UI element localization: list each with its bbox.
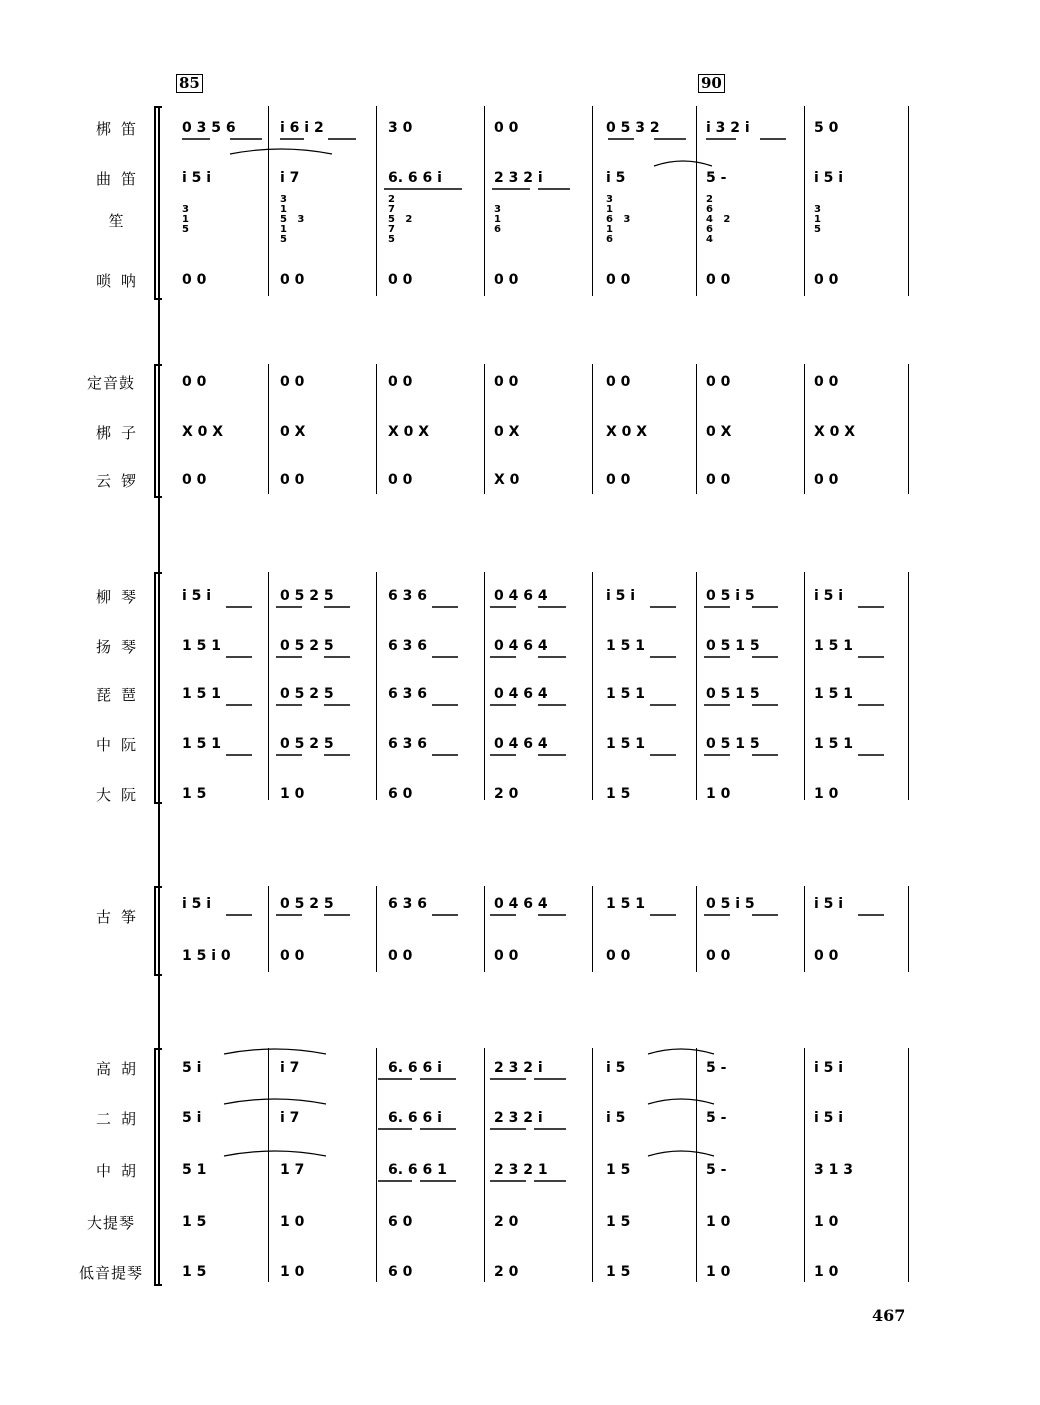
measure-cell: 6 3 6 [388, 588, 427, 604]
measure-cell: 0 0 [280, 374, 305, 390]
tie-arc [648, 1151, 714, 1156]
measure-cell: 3 0 [388, 120, 413, 136]
measure-cell: 0 0 [606, 272, 631, 288]
tie-arc [224, 1151, 326, 1156]
measure-cell: 0 0 [280, 272, 305, 288]
tie-arc [654, 161, 712, 166]
tie-arc [224, 1049, 326, 1054]
measure-cell: i 5 i [814, 170, 844, 186]
measure-cell-lower: 0 0 [280, 948, 305, 964]
measure-cell: 1 7 [280, 1162, 305, 1178]
measure-cell: 1 0 [814, 1214, 839, 1230]
measure-cell: X 0 X [182, 424, 224, 440]
measure-cell: 0 0 [706, 472, 731, 488]
measure-cell: 1 5 1 [606, 638, 645, 654]
measure-cell: 1 5 [182, 1214, 207, 1230]
measure-cell: 0 5 2 5 [280, 896, 334, 912]
measure-cell: 5 - [706, 170, 727, 186]
measure-cell: 3 1 5 3 1 5 [280, 194, 305, 245]
instrument-label: 高胡 [95, 1060, 146, 1078]
measure-cell: 6 3 6 [388, 638, 427, 654]
instrument-label: 扬琴 [95, 638, 146, 656]
tie-arc [230, 149, 332, 154]
measure-cell: 0 0 [606, 472, 631, 488]
measure-cell: 0 5 i 5 [706, 896, 755, 912]
measure-cell: i 5 i [814, 1060, 844, 1076]
measure-cell: 1 0 [706, 786, 731, 802]
measure-cell: 1 0 [814, 1264, 839, 1280]
measure-cell: 1 5 [606, 1214, 631, 1230]
measure-cell: 1 0 [280, 1214, 305, 1230]
measure-cell: 0 0 [182, 374, 207, 390]
measure-cell: i 5 [606, 1110, 626, 1126]
measure-cell: 3 1 6 3 1 6 [606, 194, 631, 245]
measure-cell: 6. 6 6 1 [388, 1162, 447, 1178]
measure-cell: X 0 [494, 472, 520, 488]
instrument-label: 低音提琴 [78, 1264, 143, 1282]
measure-cell: 0 0 [706, 374, 731, 390]
measure-cell: 2 0 [494, 786, 519, 802]
measure-cell: 0 5 2 5 [280, 686, 334, 702]
instrument-label: 梆子 [95, 424, 146, 442]
measure-cell: 1 5 1 [814, 736, 853, 752]
measure-cell: 1 5 1 [182, 686, 221, 702]
measure-cell: 0 0 [814, 272, 839, 288]
measure-cell: 0 5 1 5 [706, 736, 760, 752]
measure-cell: 0 0 [494, 374, 519, 390]
measure-cell: i 5 [606, 170, 626, 186]
measure-cell: 0 4 6 4 [494, 588, 548, 604]
measure-cell-lower: 1 5 i 0 [182, 948, 231, 964]
measure-cell: 1 0 [280, 1264, 305, 1280]
measure-cell: i 5 i [182, 896, 212, 912]
instrument-label: 大提琴 [86, 1214, 135, 1232]
instrument-label: 曲笛 [95, 170, 146, 188]
instrument-label: 定音鼓 [86, 374, 135, 392]
measure-cell: 0 5 2 5 [280, 736, 334, 752]
measure-cell: 3 1 3 [814, 1162, 853, 1178]
measure-cell: 0 3 5 6 [182, 120, 236, 136]
instrument-label: 大阮 [95, 786, 146, 804]
measure-cell: i 3 2 i [706, 120, 750, 136]
measure-cell: 3 1 5 [814, 204, 821, 235]
measure-cell: 0 5 i 5 [706, 588, 755, 604]
measure-cell: 1 0 [280, 786, 305, 802]
measure-cell: i 5 i [606, 588, 636, 604]
measure-cell: 1 5 1 [182, 638, 221, 654]
rehearsal-mark-90: 90 [698, 74, 725, 93]
measure-cell: 2 3 2 i [494, 1110, 543, 1126]
measure-cell: 0 0 [280, 472, 305, 488]
measure-cell: X 0 X [606, 424, 648, 440]
measure-cell: 1 5 1 [606, 686, 645, 702]
measure-cell: 5 i [182, 1110, 202, 1126]
measure-cell-lower: 0 0 [814, 948, 839, 964]
measure-cell: 2 3 2 1 [494, 1162, 548, 1178]
measure-cell: X 0 X [814, 424, 856, 440]
tie-arc [648, 1099, 714, 1104]
measure-cell: 5 0 [814, 120, 839, 136]
tie-arc [648, 1049, 714, 1054]
instrument-label: 琵琶 [95, 686, 146, 704]
measure-cell: 0 4 6 4 [494, 896, 548, 912]
measure-cell: 0 0 [706, 272, 731, 288]
measure-cell: 0 0 [494, 272, 519, 288]
measure-cell: 2 3 2 i [494, 1060, 543, 1076]
instrument-label: 柳琴 [95, 588, 146, 606]
measure-cell: 0 5 1 5 [706, 686, 760, 702]
measure-cell: 1 5 1 [814, 638, 853, 654]
measure-cell: i 6 i 2 [280, 120, 324, 136]
measure-cell: i 5 i [182, 588, 212, 604]
measure-cell: 0 5 3 2 [606, 120, 660, 136]
measure-cell: 5 - [706, 1060, 727, 1076]
measure-cell: 0 0 [814, 472, 839, 488]
measure-cell: 1 5 [606, 1162, 631, 1178]
measure-cell: X 0 X [388, 424, 430, 440]
measure-cell: 6 0 [388, 786, 413, 802]
measure-cell: 1 5 1 [606, 736, 645, 752]
measure-cell: 6 3 6 [388, 896, 427, 912]
measure-cell: 0 0 [182, 272, 207, 288]
measure-cell: 6 0 [388, 1264, 413, 1280]
measure-cell: 2 0 [494, 1264, 519, 1280]
instrument-label: 中阮 [95, 736, 146, 754]
measure-cell: 1 0 [706, 1214, 731, 1230]
measure-cell-lower: 0 0 [706, 948, 731, 964]
measure-cell: 1 0 [814, 786, 839, 802]
measure-cell: 1 5 1 [814, 686, 853, 702]
measure-cell: 0 0 [388, 374, 413, 390]
measure-cell: 5 i [182, 1060, 202, 1076]
measure-cell: 1 5 [182, 1264, 207, 1280]
measure-cell: 0 0 [814, 374, 839, 390]
measure-cell: i 7 [280, 1110, 300, 1126]
measure-cell: 6. 6 6 i [388, 170, 442, 186]
instrument-label: 云锣 [95, 472, 146, 490]
measure-cell: 2 6 4 2 6 4 [706, 194, 731, 245]
measure-cell: 1 0 [706, 1264, 731, 1280]
instrument-label: 笙 [108, 212, 134, 230]
instrument-label: 二胡 [95, 1110, 146, 1128]
measure-cell: 0 0 [494, 120, 519, 136]
measure-cell: i 7 [280, 170, 300, 186]
tie-arc [224, 1099, 326, 1104]
instrument-label: 古筝 [95, 908, 146, 926]
measure-cell: 0 0 [388, 272, 413, 288]
measure-cell: 0 4 6 4 [494, 736, 548, 752]
measure-cell: 1 5 [606, 786, 631, 802]
measure-cell: 6. 6 6 i [388, 1060, 442, 1076]
instrument-label: 唢呐 [95, 272, 146, 290]
measure-cell: 0 X [706, 424, 732, 440]
measure-cell: 2 3 2 i [494, 170, 543, 186]
measure-cell: 1 5 1 [182, 736, 221, 752]
measure-cell: 0 4 6 4 [494, 638, 548, 654]
page-number: 467 [872, 1306, 906, 1325]
measure-cell: 0 5 2 5 [280, 638, 334, 654]
measure-cell: 5 - [706, 1110, 727, 1126]
measure-cell: 2 0 [494, 1214, 519, 1230]
measure-cell: i 5 i [182, 170, 212, 186]
measure-cell: 0 X [280, 424, 306, 440]
measure-cell: 0 4 6 4 [494, 686, 548, 702]
measure-cell: 6 3 6 [388, 736, 427, 752]
measure-cell: 0 5 2 5 [280, 588, 334, 604]
measure-cell: i 5 i [814, 588, 844, 604]
measure-cell: 0 5 1 5 [706, 638, 760, 654]
measure-cell: 1 5 [606, 1264, 631, 1280]
measure-cell: 1 5 1 [606, 896, 645, 912]
measure-cell: 6 0 [388, 1214, 413, 1230]
measure-cell: i 5 [606, 1060, 626, 1076]
measure-cell: i 5 i [814, 1110, 844, 1126]
measure-cell: 0 X [494, 424, 520, 440]
measure-cell: i 5 i [814, 896, 844, 912]
measure-cell: 2 7 5 2 7 5 [388, 194, 413, 245]
measure-cell: 0 0 [388, 472, 413, 488]
measure-cell: 0 0 [182, 472, 207, 488]
measure-cell: i 7 [280, 1060, 300, 1076]
measure-cell: 6 3 6 [388, 686, 427, 702]
measure-cell: 5 1 [182, 1162, 207, 1178]
instrument-label: 中胡 [95, 1162, 146, 1180]
measure-cell: 0 0 [606, 374, 631, 390]
measure-cell-lower: 0 0 [494, 948, 519, 964]
instrument-label: 梆笛 [95, 120, 146, 138]
measure-cell: 3 1 5 [182, 204, 189, 235]
measure-cell-lower: 0 0 [388, 948, 413, 964]
measure-cell: 1 5 [182, 786, 207, 802]
measure-cell: 3 1 6 [494, 204, 501, 235]
measure-cell-lower: 0 0 [606, 948, 631, 964]
rehearsal-mark-85: 85 [176, 74, 203, 93]
measure-cell: 6. 6 6 i [388, 1110, 442, 1126]
measure-cell: 5 - [706, 1162, 727, 1178]
